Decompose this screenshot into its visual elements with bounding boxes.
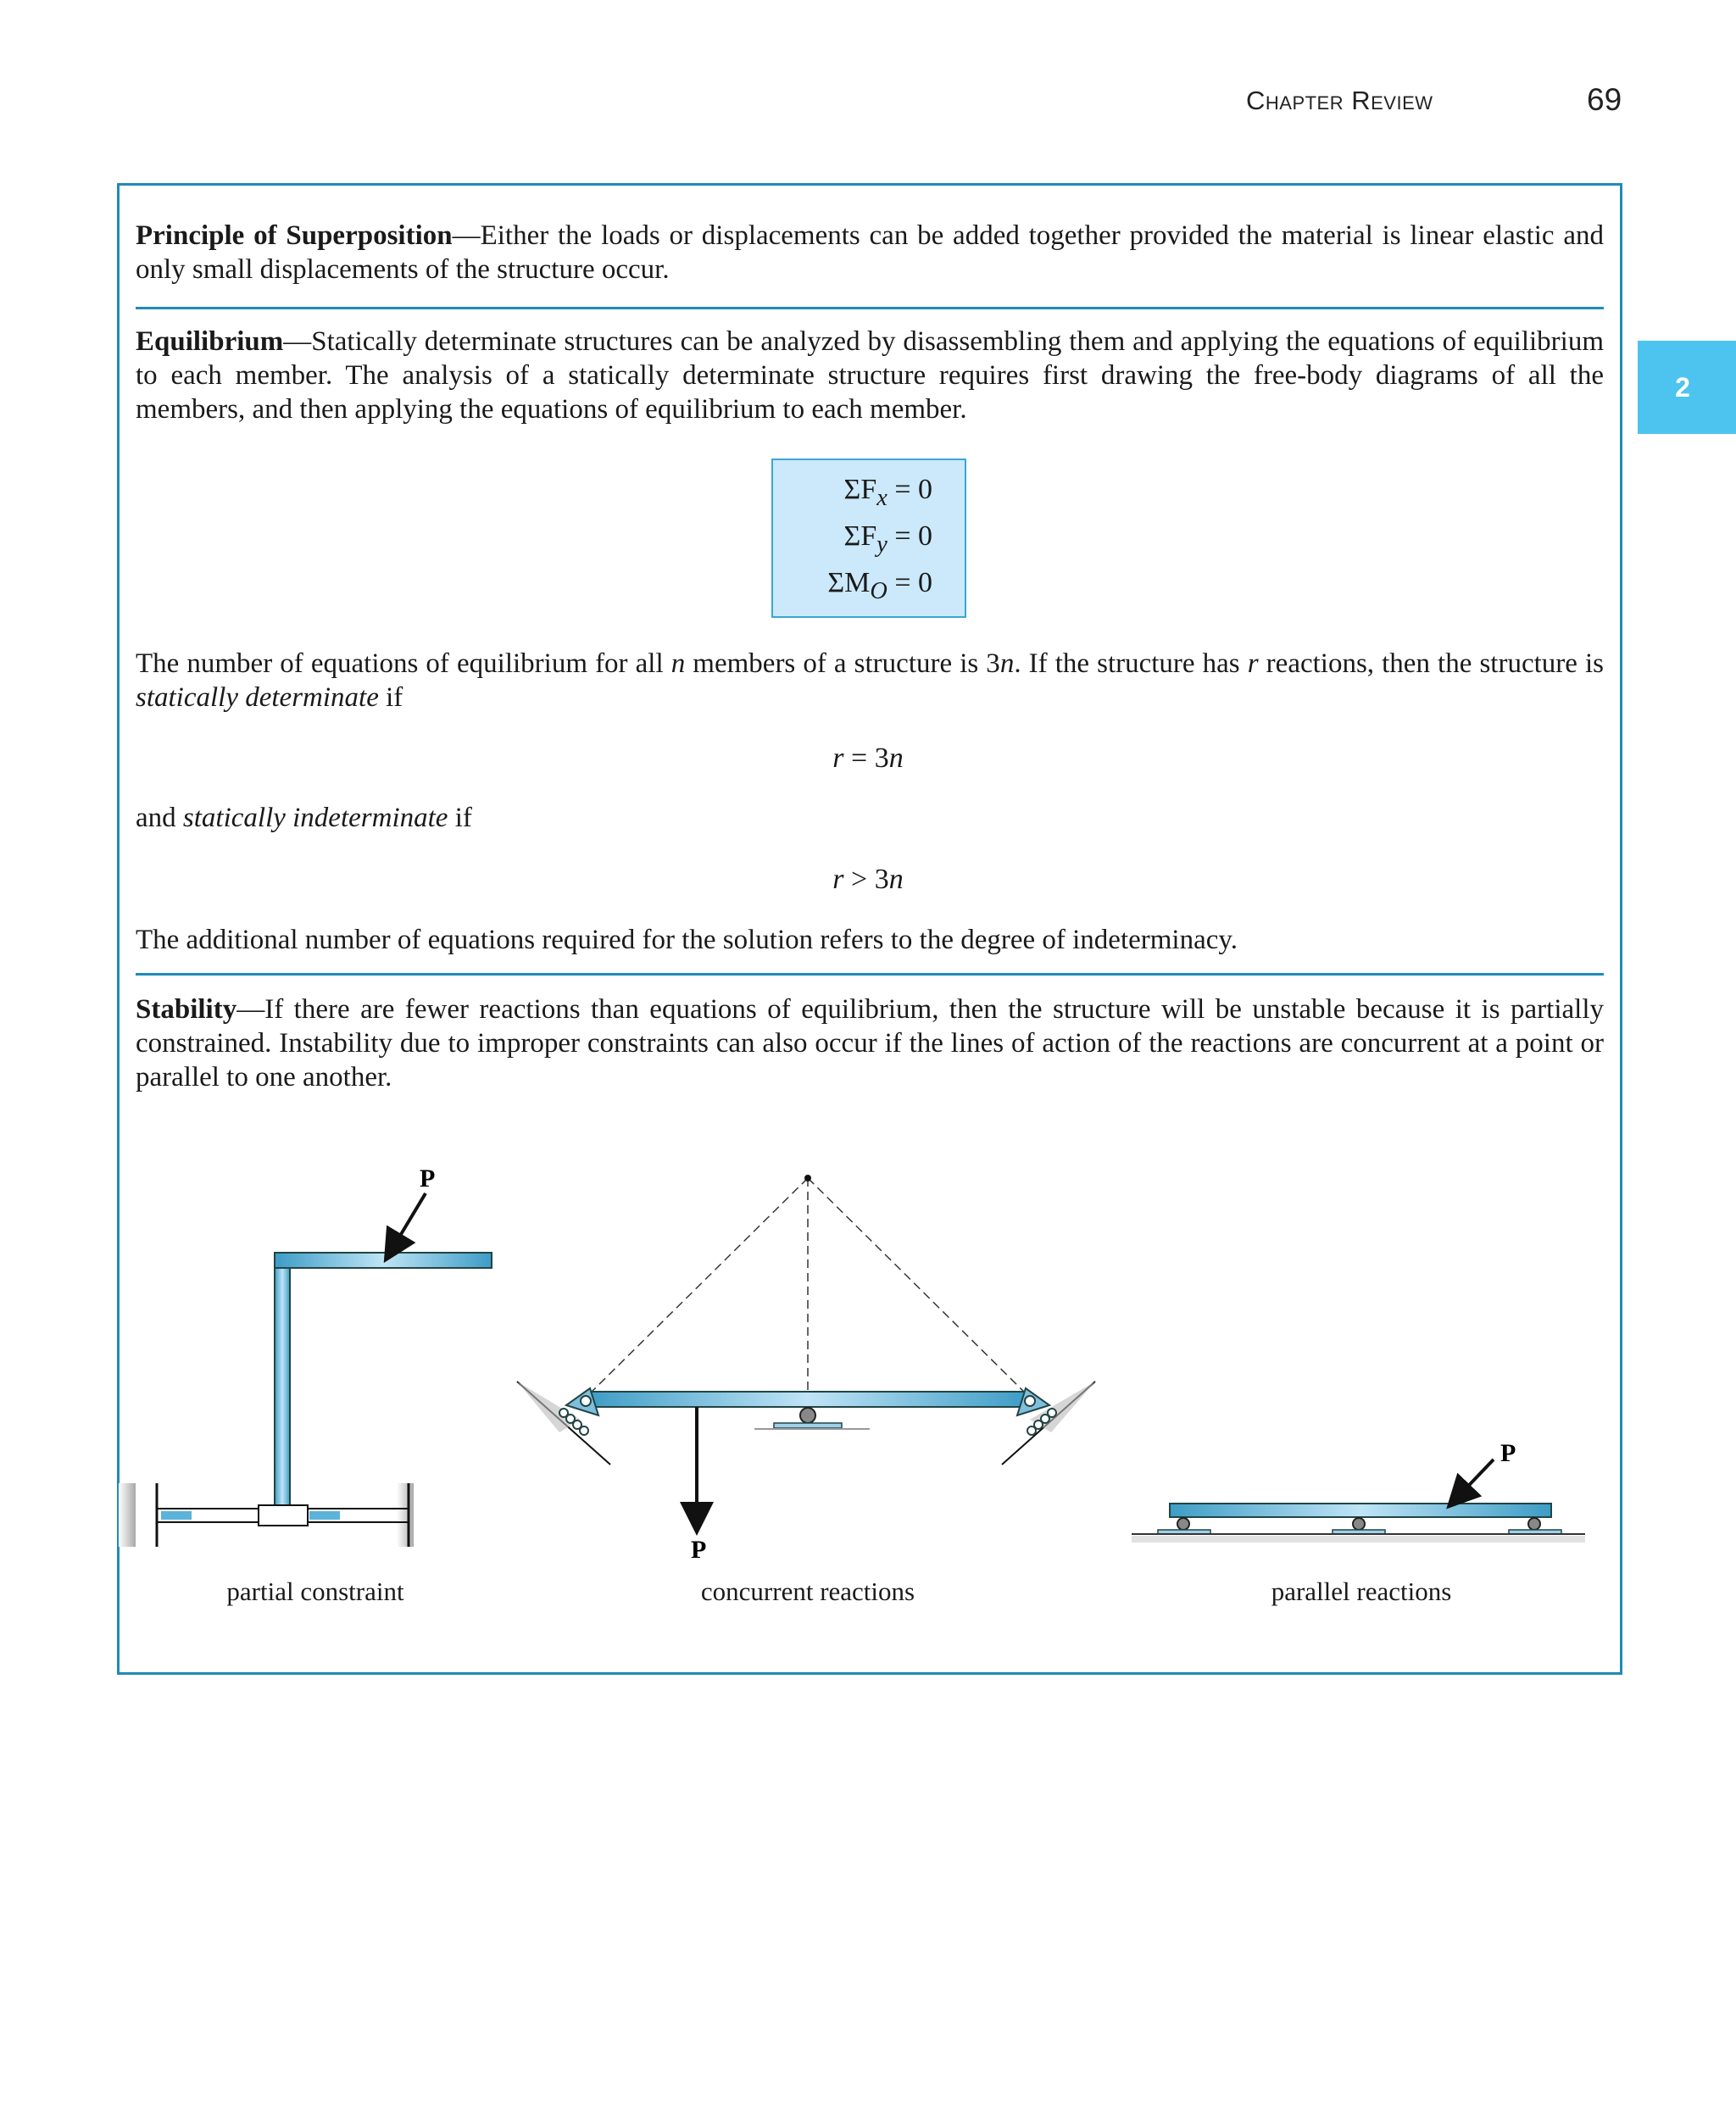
partial-constraint-figure	[119, 1165, 492, 1547]
superposition-heading: Principle of Superposition	[136, 220, 453, 251]
superposition-text: —Either the loads or displacements can be added together provided the material is linear elastic and only small displacements of the structure occur.	[136, 220, 1604, 285]
load-label: P	[1500, 1439, 1516, 1467]
load-label: P	[691, 1536, 707, 1564]
stability-paragraph	[136, 992, 1604, 1094]
equation-sum-fy: $\Sigma F_y = 0$	[843, 520, 932, 558]
load-label: P	[420, 1165, 436, 1192]
equilibrium-heading: Equilibrium	[136, 326, 284, 357]
equilibrium-text: —Statically determinate structures can be analyzed by disassembling them and applying the equations of equilibrium to each member. The analysis of a statically determinate structure requires first drawing the free-body diagrams of all the members, and then applying the equations of equilibrium to each member.	[136, 326, 1604, 425]
determinate-condition: r = 3n	[832, 742, 904, 774]
equation-sum-fx: $\Sigma F_x = 0$	[843, 474, 932, 511]
equation-sum-mo: $\Sigma M_O = 0$	[827, 567, 932, 604]
indeterminate-condition: r > 3n	[832, 864, 904, 895]
equilibrium-paragraph	[136, 325, 1604, 426]
page-number: 69	[1587, 82, 1622, 117]
running-header: Chapter Review	[1246, 86, 1433, 115]
section-divider	[136, 973, 1604, 976]
indeterminacy-paragraph: The additional number of equations required for the solution refers to the degree of indeterminacy.	[136, 925, 1238, 955]
concurrent-reactions-figure	[517, 1175, 1095, 1564]
superposition-paragraph	[136, 219, 1604, 286]
caption-partial-constraint: partial constraint	[226, 1576, 404, 1606]
stability-figures	[119, 1136, 1611, 1576]
parallel-reactions-figure	[1132, 1439, 1585, 1543]
chapter-tab: 2	[1638, 341, 1736, 434]
section-divider	[136, 307, 1604, 309]
stability-heading: Stability	[136, 994, 237, 1025]
caption-concurrent-reactions: concurrent reactions	[700, 1576, 915, 1606]
caption-parallel-reactions: parallel reactions	[1271, 1576, 1452, 1606]
indeterminate-intro: and statically indeterminate if	[136, 803, 472, 833]
stability-text: —If there are fewer reactions than equations of equilibrium, then the structure will be unstable because it is partially constrained. Instability due to improper constraints can also occur if the lines of action of the reactions are concurrent at a point or parallel to one another.	[136, 994, 1604, 1092]
equilibrium-equations-box	[771, 459, 966, 618]
determinacy-paragraph: The number of equations of equilibrium for all n members of a structure is 3n. If the structure has r reactions, then the structure is statically determinate if	[136, 648, 1604, 713]
